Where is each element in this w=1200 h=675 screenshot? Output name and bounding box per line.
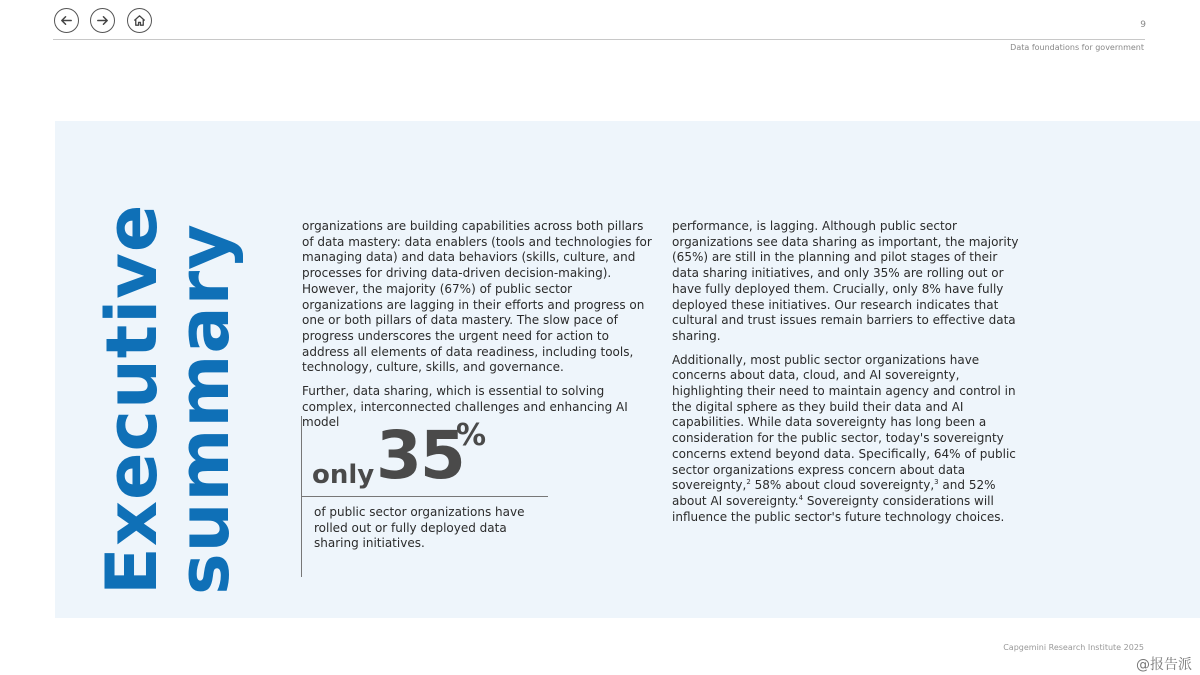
paragraph: organizations are building capabilities across both pillars of data mastery: data enablers (tools and technologies for managing data) and data behaviors (skills, culture, and processes for driving data-driven decision-making). However, the majority (67%) of public sector organizations are lagging in their efforts and progress on one or both pillars of data mastery. The slow pace of progress underscores the urgent need for action to address all elements of data readiness, including tools, technology, culture, skills, and governance. <box>302 219 652 375</box>
callout-divider-horizontal <box>301 496 548 497</box>
callout-text: of public sector organizations have rolled out or fully deployed data sharing initiatives. <box>314 505 525 551</box>
forward-button[interactable] <box>90 8 115 33</box>
callout-prefix: only <box>312 460 375 490</box>
paragraph: performance, is lagging. Although public sector organizations see data sharing as important, the majority (65%) are still in the planning and pilot stages of their data sharing initiatives, and only 35% are rolling out or have fully deployed them. Crucially, only 8% have fully deployed these initiatives. Our research indicates that cultural and trust issues remain barriers to effective data sharing. <box>672 219 1019 343</box>
watermark: @报告派 <box>1136 657 1192 673</box>
text-column-left <box>302 219 652 439</box>
home-icon <box>132 13 147 28</box>
callout-value: 35 <box>376 417 464 494</box>
paragraph <box>672 353 1027 526</box>
text-span: Additionally, most public sector organizations have concerns about data, cloud, and AI sovereignty, highlighting their need to maintain agency and control in the digital sphere as they build their data and AI capabilities. While data sovereignty has long been a consideration for the public sector, today's sovereignty concerns extend beyond data. Specifically, 64% of public sector organizations express concern about data sovereignty, <box>672 352 1016 493</box>
arrow-left-icon <box>59 13 74 28</box>
section-title-line1: Executive <box>91 203 173 595</box>
page-number: 9 <box>1140 20 1146 30</box>
text-span: and 52% about AI sovereignty. <box>672 478 996 508</box>
text-column-right <box>672 219 1027 533</box>
section-title-line2: summary <box>163 223 245 595</box>
paragraph: Further, data sharing, which is essential to solving complex, interconnected challenges and enhancing AI model <box>302 384 628 430</box>
callout-unit: % <box>456 418 487 453</box>
text-span: Sovereignty considerations will influence the public sector's future technology choices. <box>672 493 1005 524</box>
section-title <box>91 203 245 595</box>
text-span: 58% about cloud sovereignty, <box>750 478 935 493</box>
footnote-ref[interactable]: 2 <box>746 478 751 487</box>
footnote-ref[interactable]: 4 <box>798 493 804 502</box>
report-title: Data foundations for government <box>1010 43 1144 52</box>
header-divider <box>53 39 1145 40</box>
home-button[interactable] <box>127 8 152 33</box>
footnote-ref[interactable]: 3 <box>934 478 939 487</box>
footer-credit: Capgemini Research Institute 2025 <box>1003 643 1144 652</box>
back-button[interactable] <box>54 8 79 33</box>
arrow-right-icon <box>95 13 110 28</box>
